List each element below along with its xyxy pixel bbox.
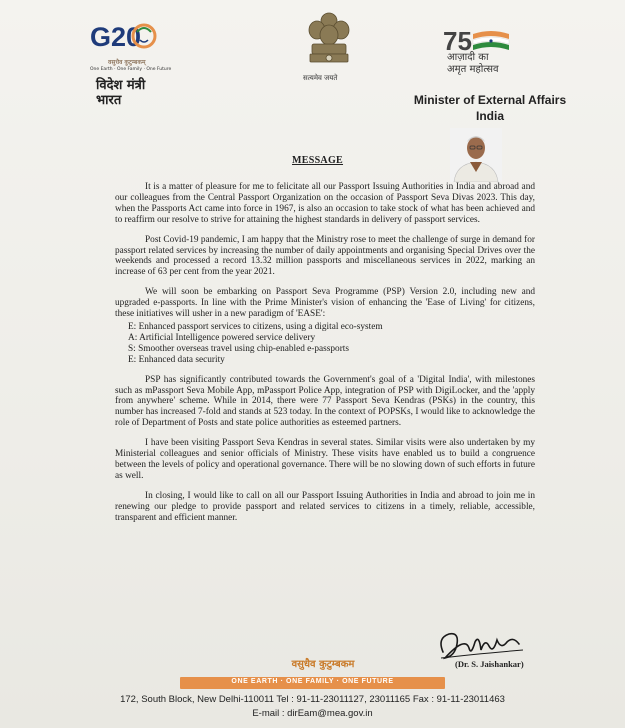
email-line: E-mail : dirEam@mea.gov.in — [252, 708, 373, 719]
azadi-line1: आज़ादी का — [447, 52, 489, 63]
footer-address — [0, 693, 625, 721]
g20-logo-text: G20 — [90, 22, 142, 52]
message-heading: MESSAGE — [292, 155, 344, 166]
g20-lotus-icon — [90, 18, 160, 52]
address-line: 172, South Block, New Delhi-110011 Tel : 91-11-23011127, 23011165 Fax : 91-11-23011463 — [120, 694, 505, 705]
paragraph-psp-version: We will soon be embarking on Passport Seva Programme (PSP) Version 2.0, including new and upgraded e-passports. In line with the Prime Minister's vision of enhancing the 'Ease of Living' for citizens, these initiatives will usher in a new paradigm of 'EASE': — [115, 287, 535, 320]
paragraph-covid: Post Covid-19 pandemic, I am happy that the Ministry rose to meet the challenge of surge in demand for passport related services by increasing the number of daily appointments and organising Special Drives over the weekends and processed a record 13.32 million passports and miscellaneous services in 2022, marking an increase of 63 per cent from the year 2021. — [115, 234, 535, 278]
g20-logo — [90, 18, 170, 80]
paragraph-intro: It is a matter of pleasure for me to felicitate all our Passport Issuing Authorities in India and abroad and our colleagues from the Central Passport Organization on the occasion of Passport Seva Divas 2023. This day, when the Passports Act came into force in 1967, is also an occasion to take stock of what has been achieved and to reaffirm our resolve to strive for attaining the highest standards in delivery of passport services. — [115, 182, 535, 225]
paragraph-digital-india: PSP has significantly contributed towards the Government's goal of a 'Digital India', with milestones such as mPassport Seva Mobile App, mPassport Police App, integration of PSP with DigiLocker, and the 'apply from anywhere' scheme. While in 2014, there were 77 Passport Seva Kendras (PSKs) in the country, this number has increased 7-fold and stands at 523 today. In the context of POPSKs, I would like to acknowledge the role of Department of Posts and state police authorities as esteemed partners. — [115, 374, 535, 429]
ease-list-item: E: Enhanced data security — [128, 354, 225, 365]
message-body — [115, 182, 535, 532]
minister-title-line2: India — [475, 109, 504, 123]
ease-list — [128, 322, 535, 366]
vasudha-kutumbakam-text: वसुधैव कुटुम्बकम — [291, 659, 355, 670]
azadi-line2: अमृत महोत्सव — [447, 64, 499, 75]
national-emblem-icon — [302, 8, 356, 80]
minister-title-line1: Minister of External Affairs — [413, 93, 567, 107]
svg-text:75: 75 — [443, 26, 472, 56]
ease-list-item: S: Smoother overseas travel using chip-enabled e-passports — [128, 343, 350, 354]
footer-slogan: ONE EARTH · ONE FAMILY · ONE FUTURE — [231, 678, 394, 685]
ease-list-item: A: Artificial Intelligence powered service delivery — [128, 332, 316, 343]
emblem-motto: सत्यमेव जयते — [303, 74, 338, 82]
ministry-hindi-line2: भारत — [96, 93, 122, 108]
ministry-hindi-name — [96, 78, 145, 108]
signatory-name: (Dr. S. Jaishankar) — [455, 659, 524, 669]
minister-title — [405, 92, 575, 124]
azadi-text — [447, 52, 499, 76]
paragraph-closing: In closing, I would like to call on all our Passport Issuing Authorities in India and abroad to join me in renewing our pledge to provide passport and related services to citizens in a timely, reliable, accessible, transparent and efficient manner. — [115, 490, 535, 523]
ease-list-item: E: Enhanced passport services to citizens, using a digital eco-system — [128, 321, 383, 332]
ministry-hindi-line1: विदेश मंत्री — [96, 78, 146, 93]
g20-english-tagline: One Earth · One Family · One Future — [90, 67, 172, 72]
minister-portrait — [450, 128, 502, 182]
paragraph-visits: I have been visiting Passport Seva Kendras in several states. Similar visits were also undertaken by my Ministerial colleagues and senior officials of Ministry. These visits have enabled us to build a congruence between the levels of policy and operational governance. There will be no slowing down of such efforts in future as well. — [115, 438, 535, 481]
g20-hindi-tagline: वसुधैव कुटुम्बकम् — [108, 59, 146, 66]
